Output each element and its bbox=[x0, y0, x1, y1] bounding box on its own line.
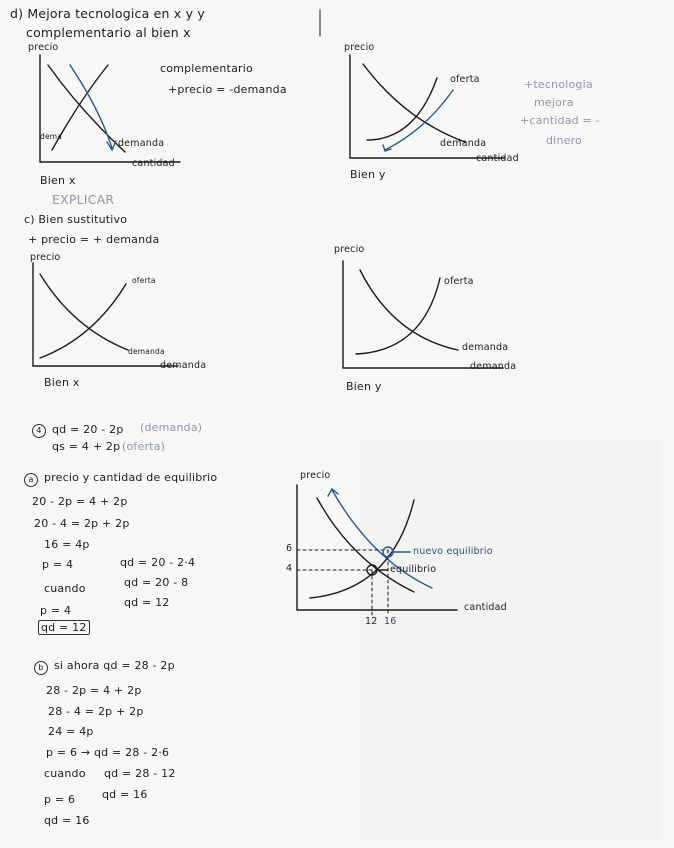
graph-x-demand-label: demanda bbox=[118, 138, 165, 149]
a-side-step-2: qd = 12 bbox=[124, 596, 170, 609]
a-arrow-step: qd = 20 - 2·4 bbox=[120, 556, 196, 569]
b-side-step-1: qd = 28 - 12 bbox=[104, 767, 176, 780]
b-step-1: 28 - 2p = 4 + 2p bbox=[46, 684, 142, 697]
supply-curve bbox=[356, 278, 440, 354]
graph-y-supply-label: oferta bbox=[450, 74, 480, 85]
side-line-2: mejora bbox=[534, 96, 574, 109]
eq-xtick-16: 16 bbox=[384, 616, 397, 627]
explicar-title: EXPLICAR bbox=[52, 192, 115, 207]
eq-xtick-12: 12 bbox=[365, 616, 378, 627]
eq-graph-ylabel: precio bbox=[300, 470, 331, 481]
shifted-curve bbox=[70, 65, 112, 148]
sust-x-supply-label: oferta bbox=[132, 276, 156, 285]
sust-y-caption: Bien y bbox=[346, 380, 382, 393]
sust-x-demand-label: demanda bbox=[128, 347, 165, 356]
b-result-qd: qd = 16 bbox=[44, 814, 90, 827]
section-a-heading: precio y cantidad de equilibrio bbox=[44, 471, 218, 484]
b-cuando: cuando bbox=[44, 767, 86, 780]
graph-y-ylabel: precio bbox=[344, 42, 375, 53]
equilibrium-label: equilibrio bbox=[390, 564, 437, 575]
qd-equation: qd = 20 - 2p bbox=[52, 423, 124, 436]
sust-y-demand-label: demanda bbox=[462, 342, 509, 353]
eq-graph-xlabel: cantidad bbox=[464, 602, 507, 613]
side-line-1: +tecnologia bbox=[524, 78, 593, 91]
graph-bien-y-complementario bbox=[345, 50, 525, 170]
explicar-rule: + precio = + demanda bbox=[28, 233, 160, 246]
side-line-3: +cantidad = - bbox=[520, 114, 600, 127]
graph-bien-x-complementario bbox=[30, 40, 200, 175]
page-title-line2: complementario al bien x bbox=[26, 25, 191, 40]
eq-ytick-6: 6 bbox=[286, 543, 293, 554]
sust-y-xlabel: demanda bbox=[470, 361, 517, 372]
b-step-2: 28 - 4 = 2p + 2p bbox=[48, 705, 144, 718]
demand-curve bbox=[317, 498, 414, 592]
side-line-4: dinero bbox=[546, 134, 582, 147]
graph-x-caption: Bien x bbox=[40, 174, 76, 187]
graph-x-ylabel: precio bbox=[28, 42, 59, 53]
demand-curve bbox=[40, 274, 128, 350]
graph-x-supply-label: dema bbox=[40, 132, 63, 141]
section-4-marker: 4 bbox=[32, 424, 46, 438]
a-result-p: p = 4 bbox=[40, 604, 72, 617]
eq-ytick-4: 4 bbox=[286, 563, 293, 574]
new-equilibrium-label: nuevo equilibrio bbox=[413, 546, 493, 557]
b-side-step-2: qd = 16 bbox=[102, 788, 148, 801]
qs-equation: qs = 4 + 2p bbox=[52, 440, 121, 453]
graph-bien-x-sustitutivo bbox=[28, 258, 198, 373]
a-step-3: 16 = 4p bbox=[44, 538, 90, 551]
sust-y-supply-label: oferta bbox=[444, 276, 474, 287]
supply-curve bbox=[367, 78, 437, 140]
graph-bien-y-sustitutivo bbox=[338, 256, 518, 376]
section-b-marker: b bbox=[34, 661, 48, 675]
a-step-1: 20 - 2p = 4 + 2p bbox=[32, 495, 128, 508]
a-result-qd: qd = 12 bbox=[38, 620, 90, 635]
a-step-4: p = 4 bbox=[42, 558, 74, 571]
section-b-heading: si ahora qd = 28 - 2p bbox=[54, 659, 175, 672]
qd-note: (demanda) bbox=[140, 421, 203, 434]
b-step-3: 24 = 4p bbox=[48, 725, 94, 738]
graph-y-demand-label: demanda bbox=[440, 138, 487, 149]
a-side-step-1: qd = 20 - 8 bbox=[124, 576, 189, 589]
a-step-2: 20 - 4 = 2p + 2p bbox=[34, 517, 130, 530]
sust-x-ylabel: precio bbox=[30, 252, 61, 263]
b-result-p: p = 6 bbox=[44, 793, 76, 806]
page-mark bbox=[318, 8, 324, 38]
b-arrow-step: p = 6 → qd = 28 - 2·6 bbox=[46, 746, 170, 759]
qs-note: (oferta) bbox=[122, 440, 166, 453]
sust-x-caption: Bien x bbox=[44, 376, 80, 389]
graph-y-xlabel: cantidad bbox=[476, 153, 519, 164]
supply-curve bbox=[40, 284, 126, 358]
a-cuando: cuando bbox=[44, 582, 86, 595]
note-line-2: +precio = -demanda bbox=[168, 83, 287, 96]
section-a-marker: a bbox=[24, 473, 38, 487]
sust-x-xlabel: demanda bbox=[160, 360, 207, 371]
page-title-line1: d) Mejora tecnologica en x y y bbox=[10, 6, 205, 21]
note-line-1: complementario bbox=[160, 62, 253, 75]
explicar-heading: c) Bien sustitutivo bbox=[24, 213, 128, 226]
graph-y-caption: Bien y bbox=[350, 168, 386, 181]
graph-x-xlabel: cantidad bbox=[132, 158, 175, 169]
sust-y-ylabel: precio bbox=[334, 244, 365, 255]
